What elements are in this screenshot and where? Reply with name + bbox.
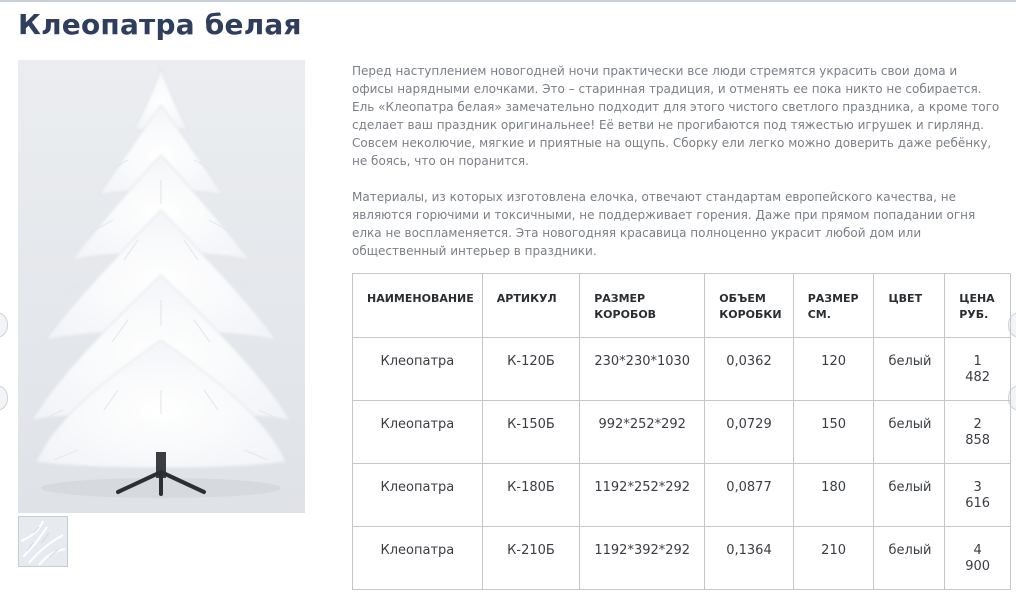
cell-article: К-210Б bbox=[482, 527, 579, 590]
table-row bbox=[353, 527, 1011, 590]
cell-box-size: 230*230*1030 bbox=[580, 338, 705, 401]
cell-name: Клеопатра bbox=[353, 464, 483, 527]
cell-name: Клеопатра bbox=[353, 338, 483, 401]
cell-size-cm: 120 bbox=[793, 338, 874, 401]
cell-size-cm: 210 bbox=[793, 527, 874, 590]
cell-box-volume: 0,0877 bbox=[705, 464, 793, 527]
description-paragraph: Ель «Клеопатра белая» замечательно подходит для этого чистого светлого праздника, а кроме того сделает ваш праздник оригинальнее! Её ветви не прогибаются под тяжестью игрушек и гирлянд. Совсем неколючие, мягкие и приятные на ощупь. Сборку ели легко можно доверить даже ребёнку, не боясь, что он поранится. bbox=[352, 100, 1000, 168]
gallery-arrow-left-icon[interactable] bbox=[0, 312, 8, 338]
product-thumbnail[interactable] bbox=[18, 516, 68, 567]
white-christmas-tree-thumbnail bbox=[19, 517, 67, 566]
cell-color: белый bbox=[874, 464, 945, 527]
column-header-color: ЦВЕТ bbox=[874, 274, 945, 338]
cell-box-volume: 0,1364 bbox=[705, 527, 793, 590]
cell-size-cm: 180 bbox=[793, 464, 874, 527]
cell-name: Клеопатра bbox=[353, 401, 483, 464]
cell-price: 1 482 bbox=[945, 338, 1011, 401]
product-spec-table bbox=[352, 273, 1011, 590]
cell-size-cm: 150 bbox=[793, 401, 874, 464]
cell-box-size: 1192*392*292 bbox=[580, 527, 705, 590]
cell-price: 4 900 bbox=[945, 527, 1011, 590]
cell-box-size: 1192*252*292 bbox=[580, 464, 705, 527]
column-header-article: АРТИКУЛ bbox=[482, 274, 579, 338]
cell-box-volume: 0,0362 bbox=[705, 338, 793, 401]
table-header-row bbox=[353, 274, 1011, 338]
cell-box-size: 992*252*292 bbox=[580, 401, 705, 464]
cell-color: белый bbox=[874, 527, 945, 590]
page-title: Клеопатра белая bbox=[18, 8, 302, 41]
column-header-box-volume: ОБЪЕМ КОРОБКИ bbox=[705, 274, 793, 338]
cell-article: К-150Б bbox=[482, 401, 579, 464]
white-christmas-tree-image bbox=[18, 60, 305, 513]
column-header-price: ЦЕНА РУБ. bbox=[945, 274, 1011, 338]
gallery-arrow-left-icon[interactable] bbox=[0, 385, 8, 411]
cell-price: 3 616 bbox=[945, 464, 1011, 527]
column-header-size-cm: РАЗМЕР СМ. bbox=[793, 274, 874, 338]
cell-price: 2 858 bbox=[945, 401, 1011, 464]
cell-name: Клеопатра bbox=[353, 527, 483, 590]
table-row bbox=[353, 338, 1011, 401]
description-paragraph: Перед наступлением новогодней ночи практически все люди стремятся украсить свои дома и офисы нарядными елочками. Это – старинная традиция, и отменять ее пока никто не собирается. bbox=[352, 64, 982, 96]
table-row bbox=[353, 401, 1011, 464]
cell-color: белый bbox=[874, 338, 945, 401]
product-description bbox=[352, 62, 1000, 260]
cell-color: белый bbox=[874, 401, 945, 464]
cell-article: К-180Б bbox=[482, 464, 579, 527]
top-divider bbox=[0, 0, 1016, 2]
cell-box-volume: 0,0729 bbox=[705, 401, 793, 464]
description-paragraph: Материалы, из которых изготовлена елочка, отвечают стандартам европейского качества, не являются горючими и токсичными, не поддерживает горения. Даже при прямом попадании огня елка не воспламеняется. Эта новогодняя красавица полноценно украсит любой дом или общественный интерьер в праздники. bbox=[352, 190, 976, 258]
cell-article: К-120Б bbox=[482, 338, 579, 401]
product-main-image[interactable] bbox=[18, 60, 305, 513]
table-row bbox=[353, 464, 1011, 527]
column-header-name: НАИМЕНОВАНИЕ bbox=[353, 274, 483, 338]
column-header-box-size: РАЗМЕР КОРОБОВ bbox=[580, 274, 705, 338]
